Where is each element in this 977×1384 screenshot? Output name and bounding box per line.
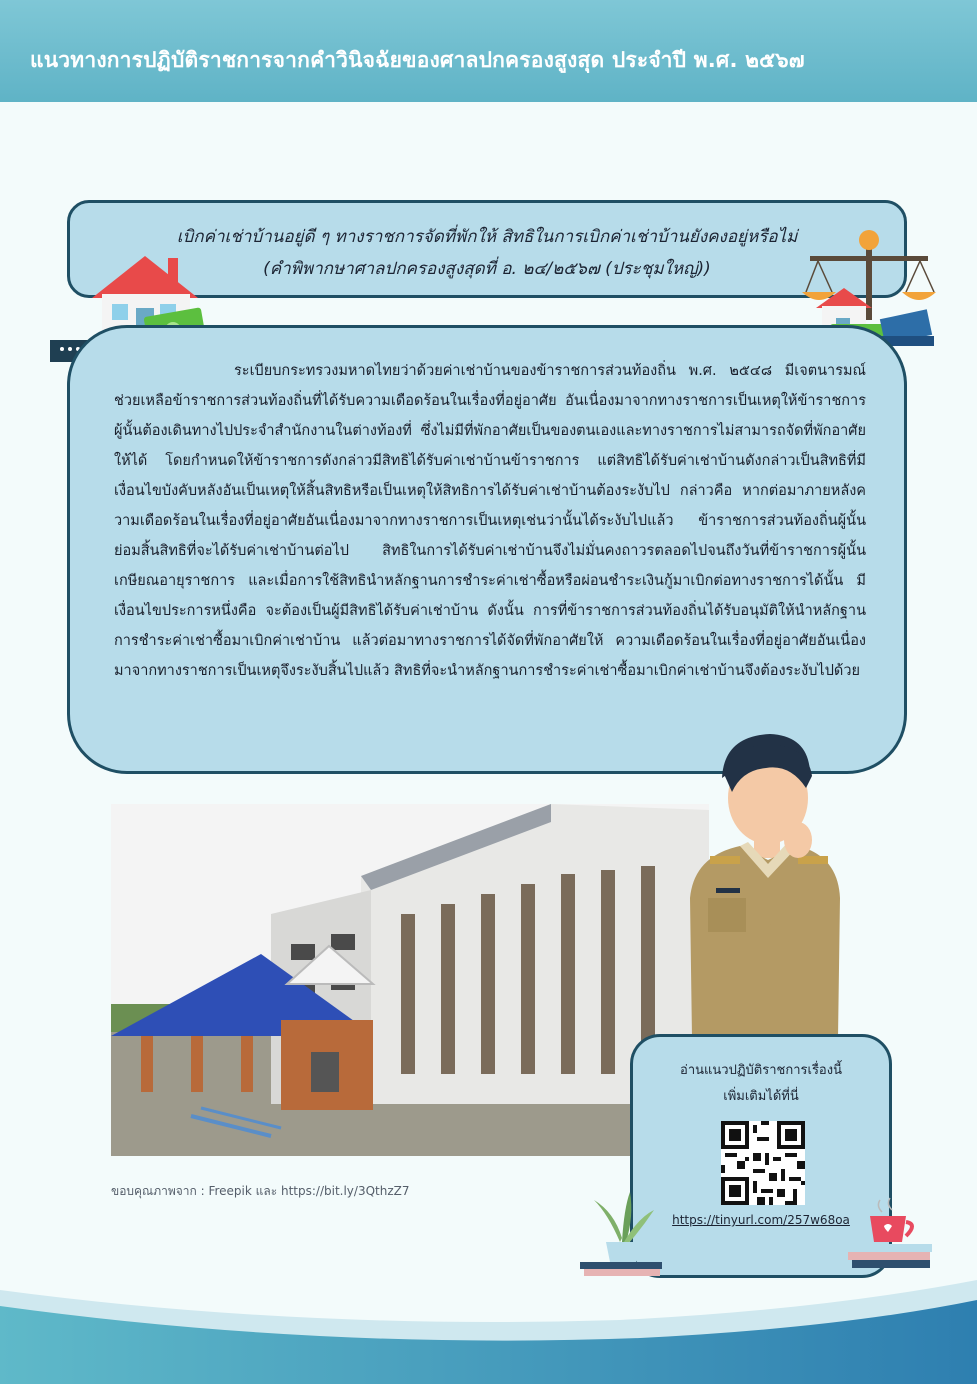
ruling-summary-text: ระเบียบกระทรวงมหาดไทยว่าด้วยค่าเช่าบ้านของข้าราชการส่วนท้องถิ่น พ.ศ. ๒๕๔๘ มีเจตนารมณ์ช่วยเหลือข้าราชการส่วนท้องถิ่นที่ได้รับความเดือดร้อนในเรื่องที่อยู่อาศัย อันเนื่องมาจากทางราชการเป็นเหตุให้ข้าราชการผู้นั้นต้องเดินทางไปประจำสำนักงานในต่างท้องที่ ซึ่งไม่มีที่พักอาศัยเป็นของตนเองและทางราชการไม่สามารถจัดที่พักอาศัยให้ได้ โดยกำหนดให้ข้าราชการดังกล่าวมีสิทธิได้รับค่าเช่าบ้านข้าราชการ แต่สิทธิได้รับค่าเช่าบ้านดังกล่าวเป็นสิทธิที่มีเงื่อนไขบังคับหลังอันเป็นเหตุให้สิ้นสิทธิหรือเป็นเหตุให้สิทธิการได้รับค่าเช่าบ้านต้องระงับไป กล่าวคือ หากต่อมาภายหลังความเดือดร้อนในเรื่องที่อยู่อาศัยอันเนื่องมาจากทางราชการเป็นเหตุเช่นว่านั้นได้ระงับไปแล้ว ข้าราชการส่วนท้องถิ่นผู้นั้นย่อมสิ้นสิทธิที่จะได้รับค่าเช่าบ้านต่อไป สิทธิในการได้รับค่าเช่าบ้านจึงไม่มั่นคงถาวรตลอดไปจนถึงวันที่ข้าราชการผู้นั้นเกษียณอายุราชการ และเมื่อการใช้สิทธินำหลักฐานการชำระค่าเช่าซื้อหรือผ่อนชำระเงินกู้มาเบิกต่อทางราชการได้นั้น มีเงื่อนไขประการหนึ่งคือ จะต้องเป็นผู้มีสิทธิได้รับค่าเช่าบ้าน ดังนั้น การที่ข้าราชการส่วนท้องถิ่นได้รับอนุมัติให้นำหลักฐานการชำระค่าเช่าซื้อมาเบิกค่าเช่าบ้าน แล้วต่อมาทางราชการได้จัดที่พักอาศัยให้ ความเดือดร้อนในเรื่องที่อยู่อาศัยอันเนื่องมาจากทางราชการเป็นเหตุจึงระงับสิ้นไปแล้ว สิทธิที่จะนำหลักฐานการชำระค่าเช่าซื้อมาเบิกค่าเช่าบ้านจึงต้องระงับไปด้วย [114,363,866,679]
case-title-reference: (คำพิพากษาศาลปกครองสูงสุดที่ อ. ๒๔/๒๕๖๗ (ประชุมใหญ่)) [263,259,711,279]
image-credit [111,1182,410,1201]
qr-code-icon[interactable] [721,1121,805,1205]
civil-servant-thinking-figure [680,728,850,1038]
ruling-summary-box [67,325,907,774]
page-header [0,0,977,102]
case-title-question: เบิกค่าเช่าบ้านอยู่ดี ๆ ทางราชการจัดที่พักให้ สิทธิในการเบิกค่าเช่าบ้านยังคงอยู่หรือไม่ [176,227,798,247]
qr-label-line1: อ่านแนวปฏิบัติราชการเรื่องนี้ [680,1063,842,1078]
page-title: แนวทางการปฏิบัติราชการจากคำวินิจฉัยของศาลปกครองสูงสุด ประจำปี พ.ศ. ๒๕๖๗ [30,48,805,72]
coffee-cup-books-icon [846,1196,936,1278]
footer-wave-decoration [0,1270,977,1384]
qr-label-line2: เพิ่มเติมได้ที่นี่ [723,1089,799,1104]
potted-plant-books-icon [578,1188,664,1278]
credit-link[interactable]: https://bit.ly/3QthzZ7 [280,1184,410,1198]
government-building-photo [111,804,709,1156]
qr-link[interactable]: https://tinyurl.com/257w68oa [672,1213,850,1227]
credit-prefix: ขอบคุณภาพจาก : Freepik และ [111,1184,281,1198]
